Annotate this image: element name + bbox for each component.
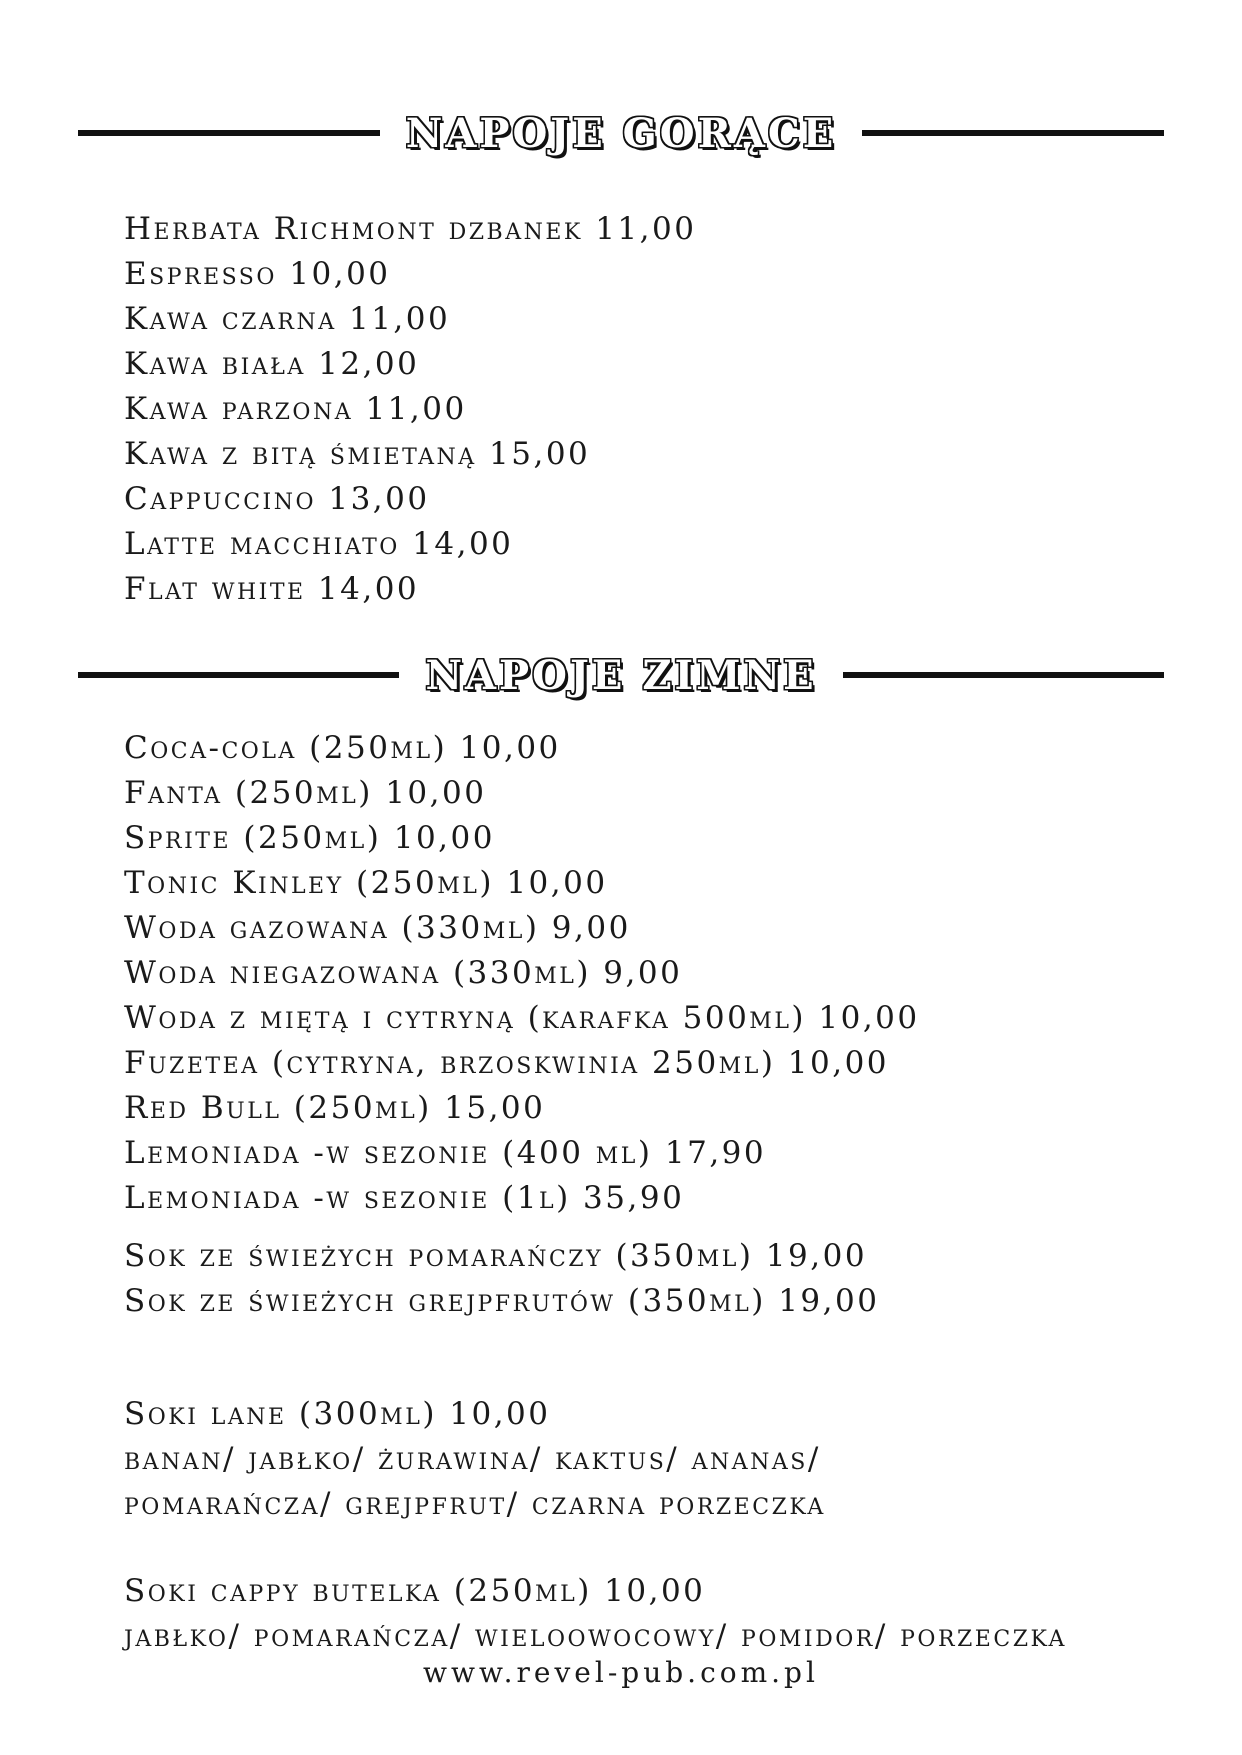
menu-item: Lemoniada -w sezonie (400 ml) 17,90 — [124, 1135, 767, 1171]
fresh-juices-block — [124, 1234, 879, 1324]
menu-item: Kawa czarna 11,00 — [124, 301, 451, 337]
cold-drinks-header — [78, 645, 1164, 705]
menu-item: Woda gazowana (330ml) 9,00 — [124, 910, 631, 946]
header-rule-left — [78, 672, 399, 678]
menu-item: Woda z miętą i cytryną (karafka 500ml) 10,00 — [124, 1000, 920, 1036]
cappy-juices-label: Soki cappy butelka (250ml) 10,00 — [124, 1573, 706, 1609]
hot-drinks-list — [124, 207, 696, 612]
lane-juices-label: Soki lane (300ml) 10,00 — [124, 1396, 551, 1432]
menu-item: Kawa parzona 11,00 — [124, 391, 467, 427]
menu-item: Sok ze świeżych pomarańczy (350ml) 19,00 — [124, 1238, 868, 1274]
hot-drinks-header — [78, 103, 1164, 163]
footer-website: www.revel-pub.com.pl — [423, 1656, 819, 1689]
menu-item: Cappuccino 13,00 — [124, 481, 430, 517]
menu-item: Kawa z bitą śmietaną 15,00 — [124, 436, 591, 472]
header-rule-left — [78, 130, 380, 136]
header-rule-right — [843, 672, 1164, 678]
hot-drinks-title: NAPOJE GORĄCE — [405, 109, 837, 157]
cappy-juices-flavors: jabłko/ pomarańcza/ wieloowocowy/ pomidor/ porzeczka — [124, 1618, 1067, 1654]
header-rule-right — [862, 130, 1164, 136]
menu-item: Espresso 10,00 — [124, 256, 391, 292]
menu-item: Fuzetea (cytryna, brzoskwinia 250ml) 10,00 — [124, 1045, 890, 1081]
menu-item: Lemoniada -w sezonie (1l) 35,90 — [124, 1180, 685, 1216]
menu-item: Sok ze świeżych grejpfrutów (350ml) 19,00 — [124, 1283, 880, 1319]
menu-item: Coca-cola (250ml) 10,00 — [124, 730, 561, 766]
menu-item: Herbata Richmont dzbanek 11,00 — [124, 211, 697, 247]
cappy-juices-block — [124, 1569, 1067, 1659]
menu-item: Kawa biała 12,00 — [124, 346, 420, 382]
menu-item: Red Bull (250ml) 15,00 — [124, 1090, 546, 1126]
menu-item: Sprite (250ml) 10,00 — [124, 820, 495, 856]
menu-item: Woda niegazowana (330ml) 9,00 — [124, 955, 683, 991]
cold-drinks-list — [124, 726, 920, 1221]
menu-item: Tonic Kinley (250ml) 10,00 — [124, 865, 608, 901]
cold-drinks-title: NAPOJE ZIMNE — [425, 651, 817, 699]
lane-juices-flavors: banan/ jabłko/ żurawina/ kaktus/ ananas/ — [124, 1441, 821, 1477]
menu-item: Flat white 14,00 — [124, 571, 420, 607]
lane-juices-block — [124, 1392, 826, 1527]
menu-item: Latte macchiato 14,00 — [124, 526, 514, 562]
menu-item: Fanta (250ml) 10,00 — [124, 775, 487, 811]
lane-juices-flavors: pomarańcza/ grejpfrut/ czarna porzeczka — [124, 1486, 826, 1522]
